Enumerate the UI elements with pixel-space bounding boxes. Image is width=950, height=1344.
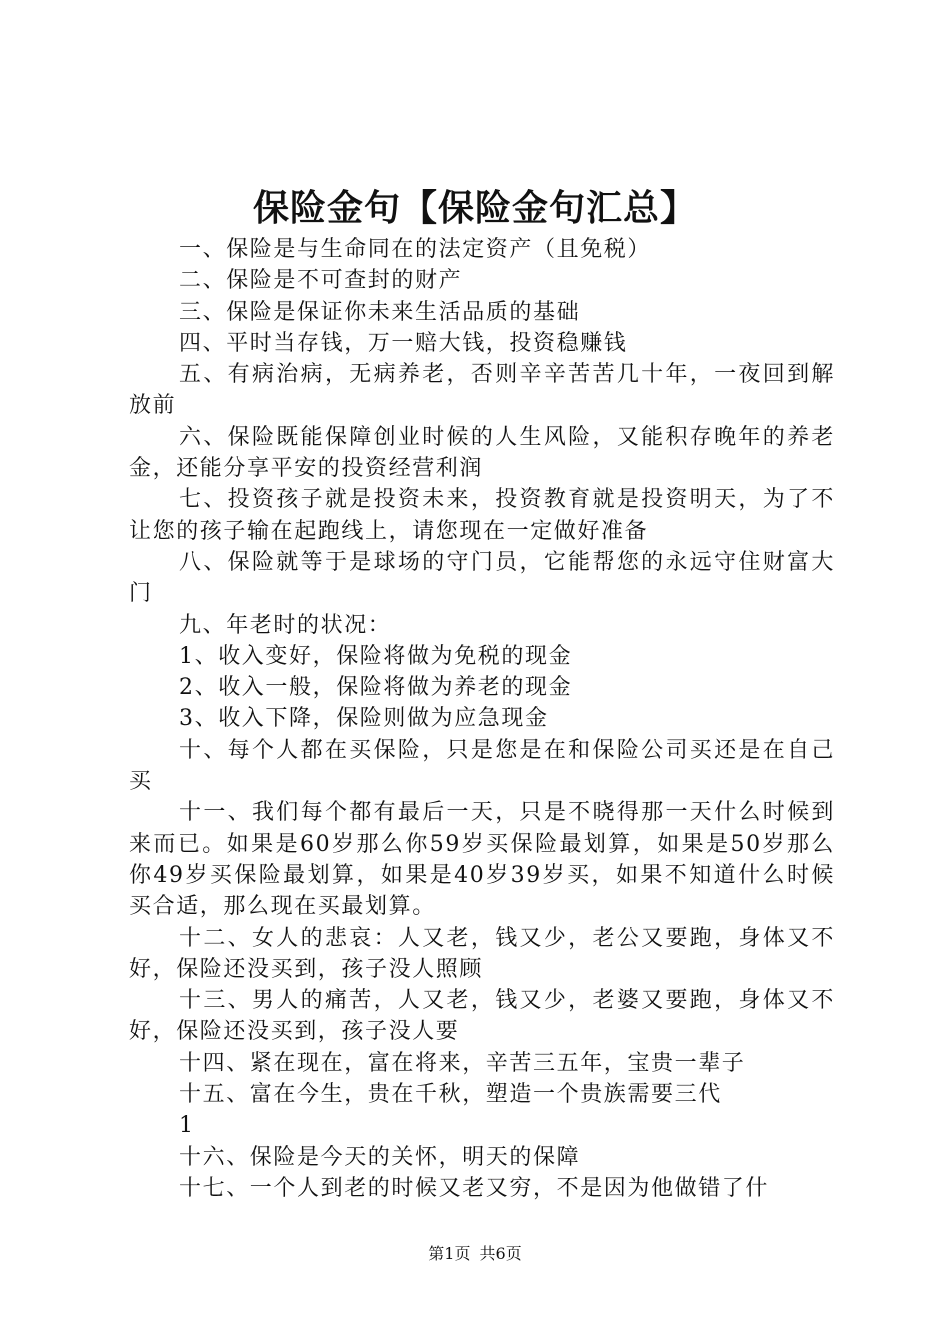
paragraph: 1	[179, 1113, 195, 1139]
paragraph: 十二、女人的悲哀：人又老，钱又少，老公又要跑，身体又不好，保险还没买到，孩子没人照顾	[129, 925, 835, 982]
paragraph: 十六、保险是今天的关怀，明天的保障	[179, 1144, 581, 1170]
paragraph: 3、收入下降，保险则做为应急现金	[179, 706, 549, 732]
paragraph: 二、保险是不可查封的财产	[179, 268, 463, 294]
page-footer	[0, 1242, 950, 1266]
paragraph: 十一、我们每个都有最后一天，只是不晓得那一天什么时候到来而已。如果是60岁那么你59岁买保险最划算，如果是50岁那么你49岁买保险最划算，如果是40岁39岁买，如果不知道什么时候买合适，那么现在买最划算。	[129, 800, 835, 920]
paragraph: 1、收入变好，保险将做为免税的现金	[179, 643, 573, 669]
paragraph: 四、平时当存钱，万一赔大钱，投资稳赚钱	[179, 330, 628, 356]
paragraph: 十四、紧在现在，富在将来，辛苦三五年，宝贵一辈子	[179, 1050, 746, 1076]
paragraph: 十、每个人都在买保险，只是您是在和保险公司买还是在自己买	[129, 737, 835, 795]
paragraph: 八、保险就等于是球场的守门员，它能帮您的永远守住财富大门	[129, 549, 835, 607]
paragraph: 2、收入一般，保险将做为养老的现金	[179, 675, 573, 701]
document-body	[129, 234, 835, 1204]
paragraph: 十五、富在今生，贵在千秋，塑造一个贵族需要三代	[179, 1082, 722, 1108]
page-total: 共6页	[479, 1244, 522, 1263]
page-number: 第1页	[428, 1244, 471, 1263]
paragraph: 三、保险是保证你未来生活品质的基础	[179, 299, 581, 325]
paragraph: 十七、一个人到老的时候又老又穷，不是因为他做错了什	[179, 1175, 770, 1201]
paragraph: 十三、男人的痛苦，人又老，钱又少，老婆又要跑，身体又不好，保险还没买到，孩子没人要	[129, 988, 835, 1045]
paragraph: 五、有病治病，无病养老，否则辛辛苦苦几十年，一夜回到解放前	[129, 362, 835, 419]
paragraph: 一、保险是与生命同在的法定资产（且免税）	[179, 237, 652, 262]
paragraph: 七、投资孩子就是投资未来，投资教育就是投资明天，为了不让您的孩子输在起跑线上，请您现在一定做好准备	[129, 487, 835, 544]
paragraph: 九、年老时的状况：	[179, 612, 392, 638]
paragraph: 六、保险既能保障创业时候的人生风险，又能积存晚年的养老金，还能分享平安的投资经营利润	[129, 424, 835, 482]
document-title: 保险金句【保险金句汇总】	[252, 187, 697, 229]
